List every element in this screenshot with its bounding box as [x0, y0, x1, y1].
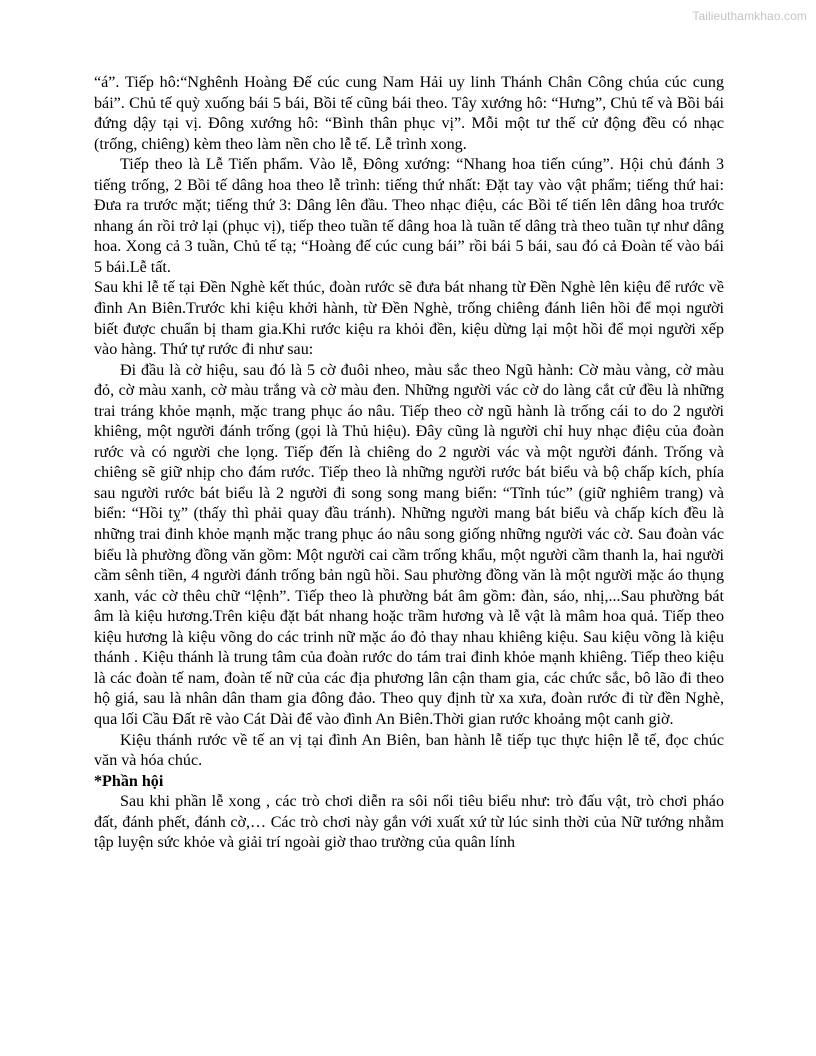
document-body	[94, 73, 724, 854]
paragraph: Sau khi phần lễ xong , các trò chơi diễn ra sôi nổi tiêu biểu như: trò đấu vật, trò chơi pháo đất, đánh phết, đánh cờ,… Các trò chơi này gắn với xuất xứ từ lúc sinh thời của Nữ tướng nhằm tập luyện sức khỏe và giải trí ngoài giờ thao trường của quân lính	[94, 793, 724, 852]
section-heading: *Phần hội	[94, 772, 164, 790]
paragraph: Sau khi lễ tế tại Đền Nghè kết thúc, đoàn rước sẽ đưa bát nhang từ Đền Nghè lên kiệu để rước về đình An Biên.Trước khi kiệu khởi hành, từ Đền Nghè, trống chiêng đánh liên hồi để mọi người biết được chuẩn bị tham gia.Khi rước kiệu ra khỏi đền, kiệu dừng lại một hồi để mọi người xếp vào hàng. Thứ tự rước đi như sau:	[94, 279, 724, 359]
paragraph: “á”. Tiếp hô:“Nghênh Hoàng Đế cúc cung Nam Hải uy linh Thánh Chân Công chúa cúc cung bái”. Chủ tế quỳ xuống bái 5 bái, Bồi tế cũng bái theo. Tây xướng hô: “Hưng”, Chủ tế và Bồi bái đứng dậy tại vị. Đông xướng hô: “Bình thân phục vị”. Mỗi một tư thế cử động đều có nhạc (trống, chiêng) kèm theo làm nền cho lễ tế. Lễ trình xong.	[94, 74, 724, 153]
paragraph: Kiệu thánh rước về tế an vị tại đình An Biên, ban hành lễ tiếp tục thực hiện lễ tế, đọc chúc văn và hóa chúc.	[94, 731, 724, 770]
paragraph: Đi đầu là cờ hiệu, sau đó là 5 cờ đuôi nheo, màu sắc theo Ngũ hành: Cờ màu vàng, cờ màu đỏ, cờ màu xanh, cờ màu trắng và cờ màu đen. Những người vác cờ do làng cắt cử đều là những trai tráng khỏe mạnh, mặc trang phục áo nâu. Tiếp theo cờ ngũ hành là trống cái to do 2 người khiêng, một người đánh trống (gọi là Thủ hiệu). Đây cũng là người chỉ huy nhạc điệu của đoàn rước và có người che lọng. Tiếp đến là chiêng do 2 người vác và một người đánh. Trống và chiêng sẽ giữ nhịp cho đám rước. Tiếp theo là những người rước bát biểu và bộ chấp kích, phía sau người rước bát biểu là 2 người đi song song mang biển: “Tĩnh túc” (giữ nghiêm trang) và biển: “Hồi tỵ” (thấy thì phải quay đầu tránh). Những người mang bát biểu và chấp kích đều là những trai đinh khỏe mạnh mặc trang phục áo nâu song giống những người vác cờ. Sau đoàn vác biểu là phường đồng văn gồm: Một người cai cầm trống khẩu, một người cầm thanh la, hai người cầm sênh tiền, 4 người đánh trống bản ngũ hồi. Sau phường đồng văn là một người mặc áo thụng xanh, vác cờ thêu chữ “lệnh”. Tiếp theo là phường bát âm gồm: đàn, sáo, nhị,...Sau phường bát âm là kiệu hương.Trên kiệu đặt bát nhang hoặc trầm hương và lễ vật là mâm hoa quả. Tiếp theo kiệu hương là kiệu võng do các trinh nữ mặc áo đỏ thay nhau khiêng kiệu. Sau kiệu võng là kiệu thánh . Kiệu thánh là trung tâm của đoàn rước do tám trai đinh khỏe mạnh khiêng. Tiếp theo kiệu là các đoàn tế nam, đoàn tế nữ của các địa phương lân cận tham gia, các chức sắc, bô lão đi theo hộ giá, sau là nhân dân tham gia đông đảo. Theo quy định từ xa xưa, đoàn rước đi từ đền Nghè, qua lối Cầu Đất rẽ vào Cát Dài để vào đình An Biên.Thời gian rước khoảng một canh giờ.	[94, 361, 724, 728]
watermark-text: Tailieuthamkhao.com	[692, 9, 807, 23]
paragraph: Tiếp theo là Lễ Tiến phẩm. Vào lễ, Đông xướng: “Nhang hoa tiến cúng”. Hội chủ đánh 3 tiếng trống, 2 Bồi tế dâng hoa theo lễ trình: tiếng thứ nhất: Đặt tay vào vật phẩm; tiếng thứ hai: Đưa ra trước mặt; tiếng thứ 3: Dâng lên đầu. Theo nhạc điệu, các Bồi tế tiến lên dâng hoa trước nhang án rồi trở lại (phục vị), tiếp theo tuần tế dâng hoa là tuần tế dâng trà theo tuần tự như dâng hoa. Xong cả 3 tuần, Chủ tế tạ; “Hoàng đế cúc cung bái” rồi bái 5 bái, sau đó cả Đoàn tế vào bái 5 bái.Lễ tất.	[94, 156, 724, 276]
